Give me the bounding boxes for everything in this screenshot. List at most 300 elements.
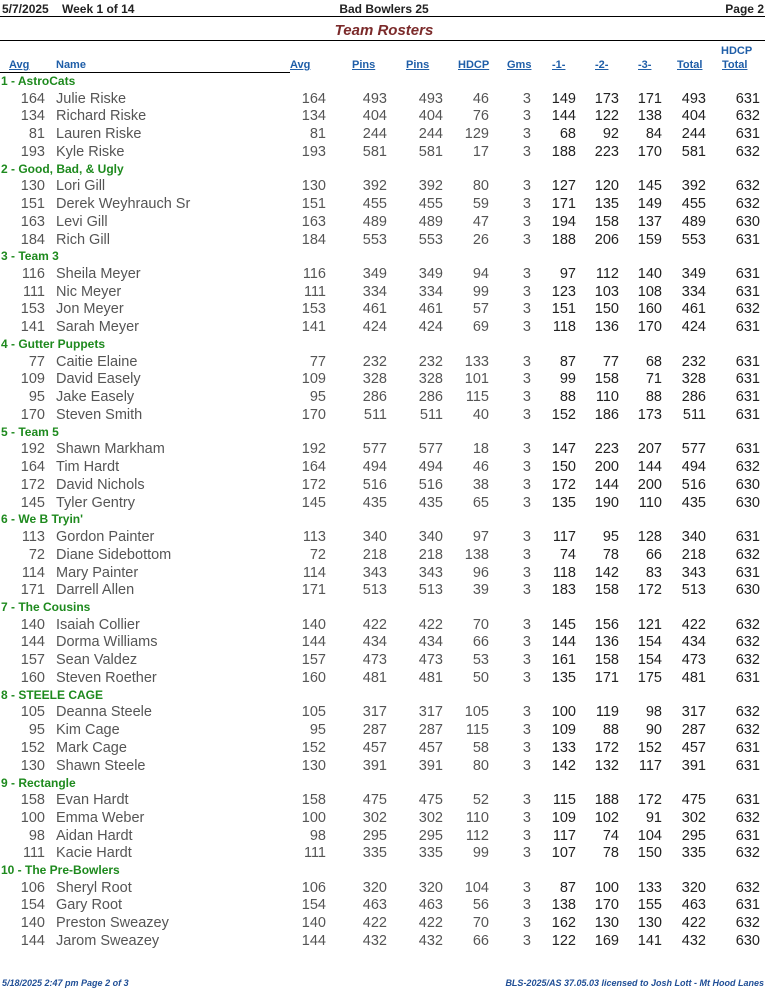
player-avg: 116: [21, 265, 45, 282]
player-games: 3: [522, 143, 531, 160]
player-game-1: 151: [551, 301, 576, 318]
player-avg-2: 100: [301, 809, 326, 826]
player-games: 3: [522, 809, 531, 826]
player-avg-2: 184: [301, 231, 326, 248]
player-name: Caitie Elaine: [56, 353, 138, 370]
player-row: [0, 757, 768, 775]
player-hdcp-total: 631: [735, 353, 760, 370]
player-game-2: 110: [595, 389, 619, 406]
player-total: 287: [681, 722, 706, 739]
player-games: 3: [522, 178, 531, 195]
player-game-1: 109: [551, 809, 576, 826]
player-avg: 134: [20, 108, 45, 125]
player-pins-2: 317: [418, 704, 443, 721]
player-pins: 349: [362, 265, 387, 282]
player-games: 3: [522, 739, 531, 756]
player-game-2: 144: [594, 476, 619, 493]
player-game-3: 149: [637, 195, 662, 212]
player-pins-2: 511: [419, 406, 443, 423]
player-row: [0, 791, 768, 809]
player-avg: 106: [20, 879, 45, 896]
player-hdcp: 138: [464, 546, 489, 563]
player-games: 3: [522, 792, 531, 808]
player-hdcp-total: 632: [735, 704, 760, 721]
player-total: 516: [681, 476, 706, 493]
player-total: 434: [681, 634, 706, 651]
player-pins: 286: [362, 389, 387, 406]
player-game-3: 104: [637, 827, 662, 844]
player-total: 328: [681, 371, 706, 388]
player-game-1: 172: [551, 476, 576, 493]
player-avg-2: 109: [301, 371, 326, 388]
player-total: 424: [681, 319, 706, 336]
player-pins: 422: [362, 915, 387, 932]
player-pins-2: 493: [418, 90, 443, 107]
player-hdcp-total: 631: [735, 389, 760, 406]
player-game-2: 186: [594, 406, 619, 423]
player-pins-2: 489: [418, 213, 443, 230]
player-game-2: 172: [594, 739, 619, 756]
player-games: 3: [522, 231, 531, 248]
player-pins-2: 461: [418, 301, 443, 318]
player-game-3: 71: [645, 371, 662, 388]
player-pins: 320: [362, 879, 387, 896]
player-game-1: 117: [552, 528, 576, 545]
col-game3: -3-: [638, 59, 652, 71]
player-pins-2: 457: [418, 739, 443, 756]
player-game-3: 121: [637, 616, 662, 633]
player-avg-2: 95: [309, 722, 326, 739]
player-row: [0, 370, 768, 388]
player-row: [0, 440, 768, 458]
player-row: [0, 703, 768, 721]
player-avg-2: 163: [301, 213, 326, 230]
player-games: 3: [522, 195, 531, 212]
player-game-1: 188: [551, 143, 576, 160]
player-hdcp-total: 632: [735, 143, 760, 160]
player-game-2: 158: [594, 582, 619, 599]
player-game-1: 135: [551, 494, 576, 511]
player-total: 295: [681, 827, 706, 844]
player-game-1: 117: [552, 827, 576, 844]
player-pins-2: 334: [418, 283, 443, 300]
player-hdcp: 110: [465, 809, 489, 826]
player-game-2: 170: [594, 897, 619, 914]
player-game-3: 140: [637, 265, 662, 282]
player-hdcp: 66: [472, 933, 489, 950]
player-avg: 113: [21, 528, 45, 545]
player-hdcp-total: 632: [735, 616, 760, 633]
player-games: 3: [522, 406, 531, 423]
player-total: 232: [681, 353, 706, 370]
player-hdcp-total: 632: [735, 178, 760, 195]
player-games: 3: [522, 319, 531, 336]
player-hdcp-total: 631: [735, 231, 760, 248]
player-hdcp-total: 632: [735, 652, 760, 669]
player-games: 3: [522, 283, 531, 300]
player-game-1: 87: [559, 353, 576, 370]
player-hdcp-total: 631: [735, 827, 760, 844]
player-pins-2: 232: [418, 353, 443, 370]
footer-timestamp: 5/18/2025 2:47 pm Page 2 of 3: [2, 978, 129, 988]
player-game-2: 102: [594, 809, 619, 826]
player-game-3: 137: [637, 213, 662, 230]
player-pins: 422: [362, 616, 387, 633]
player-game-1: 144: [551, 108, 576, 125]
player-name: Tim Hardt: [56, 459, 120, 476]
player-games: 3: [522, 704, 531, 721]
player-name: Kim Cage: [56, 722, 120, 739]
player-pins-2: 422: [418, 616, 443, 633]
player-row: [0, 458, 768, 476]
player-total: 463: [681, 897, 706, 914]
player-pins-2: 340: [418, 528, 443, 545]
player-game-1: 162: [551, 915, 576, 932]
player-game-3: 68: [645, 353, 662, 370]
player-game-2: 78: [602, 546, 619, 563]
player-row: [0, 844, 768, 862]
player-games: 3: [522, 371, 531, 388]
player-game-2: 77: [602, 353, 619, 370]
player-game-1: 109: [551, 722, 576, 739]
player-game-1: 142: [551, 757, 576, 774]
player-pins: 340: [362, 528, 387, 545]
player-avg-2: 141: [301, 319, 326, 336]
player-hdcp-total: 632: [735, 879, 760, 896]
player-pins: 475: [362, 792, 387, 808]
roster-list: [0, 73, 768, 950]
player-game-3: 128: [637, 528, 662, 545]
player-hdcp: 115: [465, 389, 489, 406]
player-name: Shawn Markham: [56, 441, 165, 458]
player-total: 317: [681, 704, 706, 721]
player-avg: 114: [21, 564, 45, 581]
player-name: Isaiah Collier: [56, 616, 140, 633]
player-games: 3: [522, 213, 531, 230]
player-pins-2: 244: [418, 126, 443, 143]
player-pins: 343: [362, 564, 387, 581]
player-avg-2: 152: [301, 739, 326, 756]
player-game-1: 127: [551, 178, 576, 195]
player-hdcp-total: 632: [735, 915, 760, 932]
player-avg-2: 116: [302, 265, 326, 282]
player-avg-2: 145: [301, 494, 326, 511]
player-hdcp: 105: [464, 704, 489, 721]
player-game-3: 98: [645, 704, 662, 721]
player-total: 432: [681, 933, 706, 950]
player-avg-2: 130: [301, 178, 326, 195]
player-total: 335: [681, 845, 706, 862]
team-heading: 4 - Gutter Puppets: [1, 337, 106, 352]
player-hdcp-total: 632: [735, 108, 760, 125]
team-heading: 10 - The Pre-Bowlers: [1, 863, 120, 878]
player-total: 493: [681, 90, 706, 107]
player-pins: 434: [362, 634, 387, 651]
player-game-3: 66: [645, 546, 662, 563]
player-game-1: 147: [551, 441, 576, 458]
col-pins2: Pins: [406, 59, 430, 71]
player-hdcp: 26: [472, 231, 489, 248]
player-avg: 154: [20, 897, 45, 914]
player-avg: 158: [20, 792, 45, 808]
player-pins-2: 475: [418, 792, 443, 808]
player-pins-2: 320: [418, 879, 443, 896]
player-name: Lauren Riske: [56, 126, 142, 143]
player-avg: 77: [28, 353, 45, 370]
player-hdcp: 115: [465, 722, 489, 739]
player-avg: 153: [20, 301, 45, 318]
player-name: David Nichols: [56, 476, 145, 493]
header-week: Week 1 of 14: [62, 2, 135, 16]
player-total: 349: [681, 265, 706, 282]
player-game-3: 171: [637, 90, 662, 107]
player-game-1: 152: [551, 406, 576, 423]
player-hdcp: 76: [472, 108, 489, 125]
player-name: Nic Meyer: [56, 283, 122, 300]
player-pins: 553: [362, 231, 387, 248]
player-game-1: 100: [551, 704, 576, 721]
player-avg-2: 77: [309, 353, 326, 370]
player-game-2: 78: [602, 845, 619, 862]
player-hdcp: 38: [472, 476, 489, 493]
player-pins-2: 463: [418, 897, 443, 914]
col-gms: Gms: [507, 59, 532, 71]
player-hdcp: 99: [472, 283, 489, 300]
player-hdcp-total: 632: [735, 634, 760, 651]
player-avg: 164: [20, 459, 45, 476]
player-pins-2: 434: [418, 634, 443, 651]
player-pins: 516: [362, 476, 387, 493]
player-row: [0, 546, 768, 564]
player-total: 340: [681, 528, 706, 545]
player-game-2: 171: [594, 670, 619, 687]
player-row: [0, 90, 768, 108]
player-games: 3: [522, 389, 531, 406]
col-game2: -2-: [595, 59, 609, 71]
player-name: Rich Gill: [56, 231, 110, 248]
player-hdcp: 46: [472, 90, 489, 107]
player-games: 3: [522, 652, 531, 669]
player-row: [0, 283, 768, 301]
player-hdcp-total: 631: [735, 739, 760, 756]
player-pins: 513: [362, 582, 387, 599]
player-game-3: 130: [637, 915, 662, 932]
player-hdcp: 39: [472, 582, 489, 599]
player-hdcp-total: 632: [735, 722, 760, 739]
player-games: 3: [522, 827, 531, 844]
player-pins-2: 302: [418, 809, 443, 826]
player-row: [0, 633, 768, 651]
player-game-1: 122: [551, 933, 576, 950]
player-avg: 157: [20, 652, 45, 669]
page-header: [0, 2, 768, 16]
player-total: 461: [681, 301, 706, 318]
player-row: [0, 265, 768, 283]
team-heading: 5 - Team 5: [1, 424, 59, 439]
player-game-1: 171: [551, 195, 576, 212]
player-games: 3: [522, 845, 531, 862]
player-avg: 184: [20, 231, 45, 248]
player-game-3: 110: [638, 494, 662, 511]
player-name: Gordon Painter: [56, 528, 155, 545]
player-avg-2: 140: [301, 616, 326, 633]
player-game-2: 103: [594, 283, 619, 300]
player-total: 391: [681, 757, 706, 774]
col-hdcp: HDCP: [458, 59, 490, 71]
player-avg-2: 151: [301, 195, 326, 212]
player-pins-2: 473: [418, 652, 443, 669]
col-avg: Avg: [9, 59, 30, 71]
player-avg: 98: [28, 827, 45, 844]
player-pins: 302: [362, 809, 387, 826]
player-avg-2: 130: [301, 757, 326, 774]
player-avg-2: 172: [301, 476, 326, 493]
player-name: Kyle Riske: [56, 143, 125, 160]
col-name: Name: [56, 59, 86, 71]
player-games: 3: [522, 634, 531, 651]
player-row: [0, 879, 768, 897]
player-hdcp-total: 632: [735, 809, 760, 826]
player-pins: 218: [362, 546, 387, 563]
player-avg: 160: [20, 670, 45, 687]
player-game-3: 88: [645, 389, 662, 406]
player-hdcp-total: 630: [735, 933, 760, 950]
player-game-3: 172: [637, 582, 662, 599]
player-pins: 392: [362, 178, 387, 195]
player-hdcp: 53: [472, 652, 489, 669]
player-pins: 404: [362, 108, 387, 125]
player-total: 489: [681, 213, 706, 230]
player-pins-2: 343: [418, 564, 443, 581]
team-heading: 9 - Rectangle: [1, 775, 76, 790]
player-row: [0, 143, 768, 161]
player-games: 3: [522, 494, 531, 511]
player-avg: 100: [20, 809, 45, 826]
player-game-2: 95: [602, 528, 619, 545]
player-name: Steven Roether: [56, 670, 157, 687]
player-pins: 481: [362, 670, 387, 687]
player-hdcp: 96: [472, 564, 489, 581]
player-game-2: 92: [602, 126, 619, 143]
player-row: [0, 809, 768, 827]
player-games: 3: [522, 933, 531, 950]
player-avg: 111: [22, 845, 45, 862]
player-hdcp-total: 630: [735, 494, 760, 511]
player-game-2: 122: [594, 108, 619, 125]
player-pins-2: 581: [418, 143, 443, 160]
player-row: [0, 721, 768, 739]
player-games: 3: [522, 879, 531, 896]
player-hdcp: 52: [472, 792, 489, 808]
player-game-3: 207: [637, 441, 662, 458]
player-hdcp: 58: [472, 739, 489, 756]
player-game-1: 74: [559, 546, 576, 563]
player-row: [0, 318, 768, 336]
player-name: Richard Riske: [56, 108, 147, 125]
player-pins: 432: [362, 933, 387, 950]
player-game-1: 87: [559, 879, 576, 896]
player-avg: 170: [20, 406, 45, 423]
player-pins-2: 392: [418, 178, 443, 195]
player-avg-2: 72: [309, 546, 326, 563]
player-avg: 152: [20, 739, 45, 756]
player-hdcp-total: 632: [735, 546, 760, 563]
player-games: 3: [522, 528, 531, 545]
player-hdcp: 69: [472, 319, 489, 336]
player-game-3: 152: [637, 739, 662, 756]
player-pins-2: 328: [418, 371, 443, 388]
player-pins-2: 435: [418, 494, 443, 511]
player-hdcp: 112: [465, 827, 489, 844]
player-row: [0, 177, 768, 195]
player-pins-2: 349: [418, 265, 443, 282]
player-pins: 328: [362, 371, 387, 388]
player-game-3: 145: [637, 178, 662, 195]
player-game-1: 138: [551, 897, 576, 914]
player-pins: 232: [362, 353, 387, 370]
player-hdcp: 94: [472, 265, 489, 282]
player-avg-2: 140: [301, 915, 326, 932]
player-avg: 140: [20, 915, 45, 932]
player-hdcp-total: 632: [735, 301, 760, 318]
player-game-2: 158: [594, 213, 619, 230]
player-total: 320: [681, 879, 706, 896]
player-game-1: 194: [551, 213, 576, 230]
player-game-1: 118: [552, 319, 576, 336]
player-row: [0, 231, 768, 249]
player-total: 553: [681, 231, 706, 248]
player-name: Jon Meyer: [56, 301, 124, 318]
player-avg: 171: [20, 582, 45, 599]
player-avg: 141: [20, 319, 45, 336]
player-pins: 334: [362, 283, 387, 300]
player-avg: 163: [20, 213, 45, 230]
player-row: [0, 651, 768, 669]
player-hdcp: 66: [472, 634, 489, 651]
player-game-3: 172: [637, 792, 662, 808]
player-name: Shawn Steele: [56, 757, 146, 774]
player-hdcp: 56: [472, 897, 489, 914]
player-games: 3: [522, 441, 531, 458]
player-hdcp-total: 631: [735, 564, 760, 581]
player-avg: 193: [20, 143, 45, 160]
player-pins-2: 404: [418, 108, 443, 125]
player-game-1: 149: [551, 90, 576, 107]
player-avg-2: 105: [301, 704, 326, 721]
player-total: 435: [681, 494, 706, 511]
player-avg-2: 157: [301, 652, 326, 669]
player-avg-2: 192: [301, 441, 326, 458]
player-avg-2: 134: [301, 108, 326, 125]
player-total: 218: [681, 546, 706, 563]
player-pins: 511: [363, 406, 387, 423]
player-hdcp-total: 630: [735, 476, 760, 493]
player-total: 581: [681, 143, 706, 160]
player-avg: 192: [20, 441, 45, 458]
player-game-2: 188: [594, 792, 619, 808]
col-avg2: Avg: [290, 59, 311, 71]
player-total: 422: [681, 915, 706, 932]
player-total: 392: [681, 178, 706, 195]
player-pins-2: 286: [418, 389, 443, 406]
player-row: [0, 388, 768, 406]
player-name: Mary Painter: [56, 564, 139, 581]
player-game-2: 200: [594, 459, 619, 476]
player-hdcp: 104: [464, 879, 489, 896]
player-name: David Easely: [56, 371, 141, 388]
player-pins-2: 424: [418, 319, 443, 336]
player-game-1: 97: [559, 265, 576, 282]
